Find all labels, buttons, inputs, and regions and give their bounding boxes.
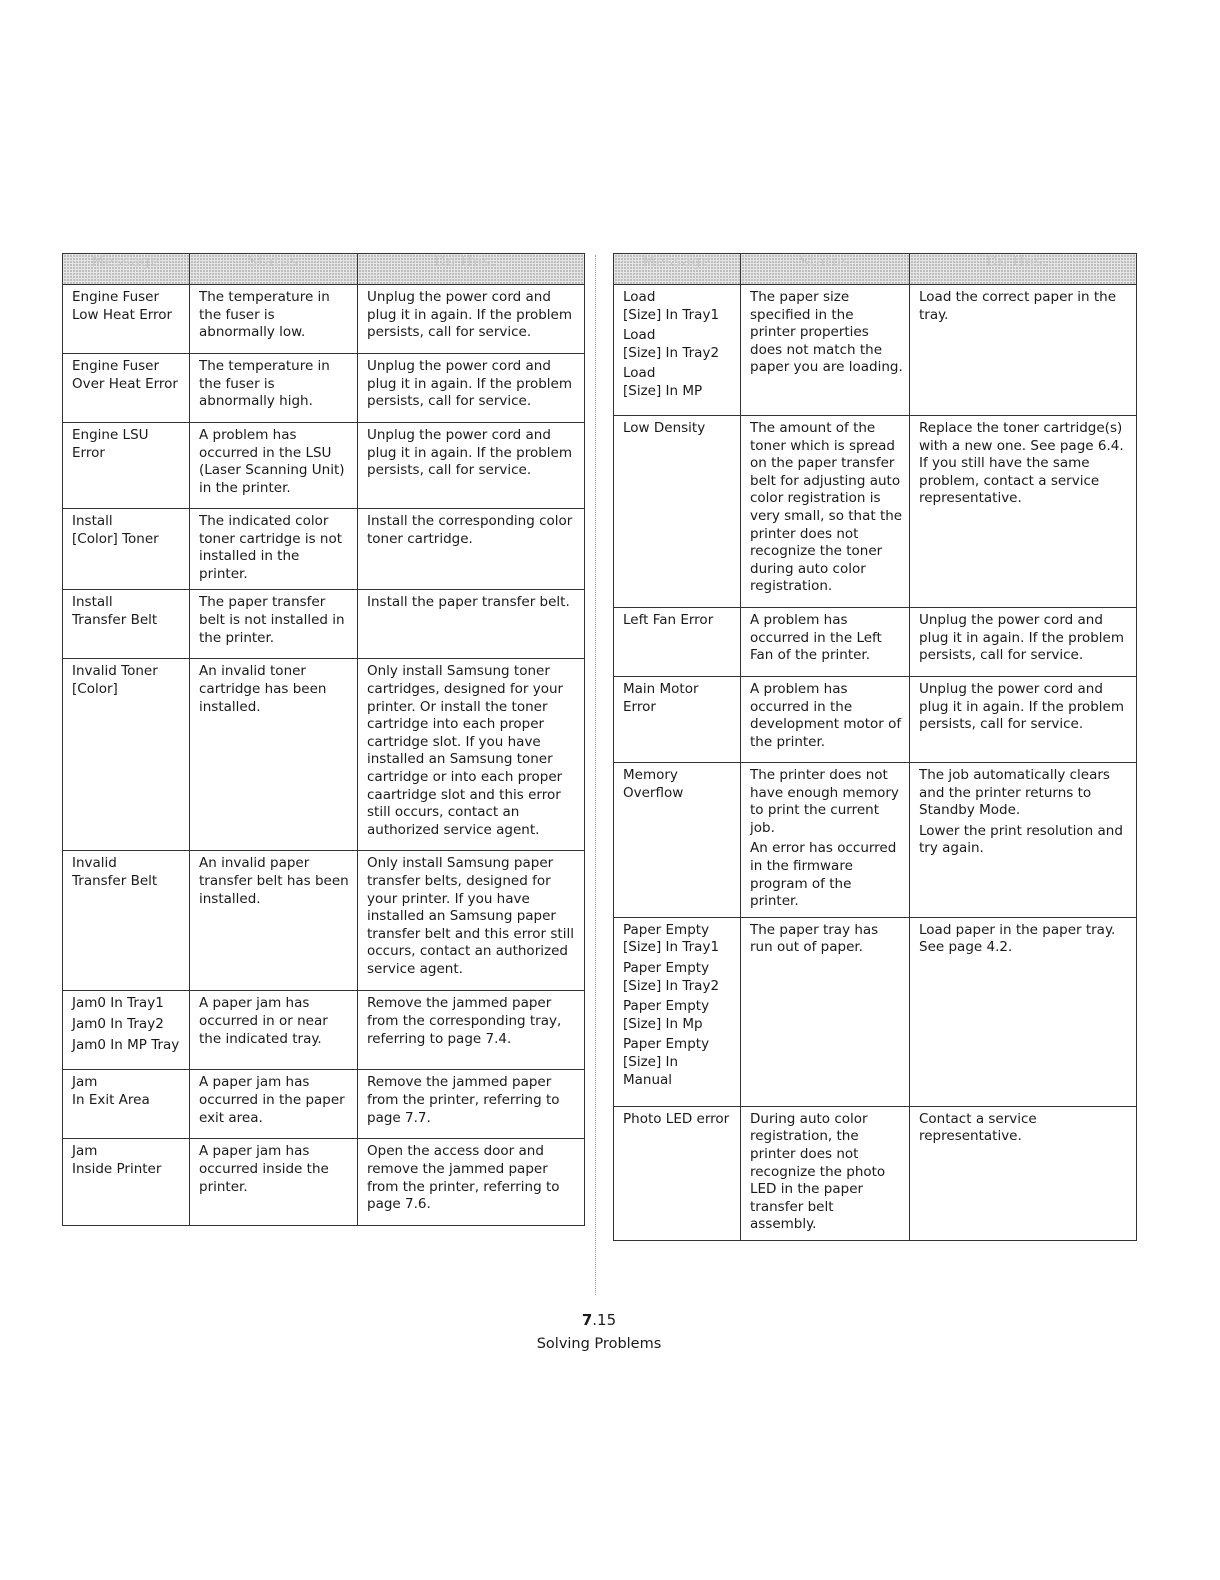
header-action: Do this... <box>910 254 1137 285</box>
message-cell: Install [Color] Toner <box>63 509 190 590</box>
action-cell: Load paper in the paper tray. See page 4.2. <box>910 917 1137 1106</box>
message-cell: Low Density <box>614 416 741 608</box>
table-row <box>63 423 585 509</box>
table-row <box>63 1139 585 1226</box>
action-cell: Remove the jammed paper from the corresponding tray, referring to page 7.4. <box>358 991 585 1070</box>
message-line: Load [Size] In MP <box>623 365 703 399</box>
status-cell: The indicated color toner cartridge is not installed in the printer. <box>190 509 358 590</box>
action-cell: Only install Samsung paper transfer belts, designed for your printer. If you have installed an Samsung paper transfer belt and this error still occurs, contact an authorized service agent. <box>358 851 585 991</box>
message-line: Jam0 In Tray1 <box>72 995 164 1012</box>
table-row <box>614 608 1137 677</box>
table-row <box>614 416 1137 608</box>
status-cell: The temperature in the fuser is abnormally high. <box>190 354 358 423</box>
status-paragraph: An error has occurred in the firmware program of the printer. <box>750 840 897 910</box>
message-cell: Engine Fuser Over Heat Error <box>63 354 190 423</box>
table-row <box>63 851 585 991</box>
action-cell: Install the paper transfer belt. <box>358 590 585 659</box>
message-line: Jam0 In Tray2 <box>72 1015 164 1032</box>
action-cell: Unplug the power cord and plug it in again. If the problem persists, call for service. <box>358 285 585 354</box>
status-cell: The amount of the toner which is spread on the paper transfer belt for adjusting auto color registration is very small, so that the printer does not recognize the toner during auto color registration. <box>741 416 910 608</box>
header-status: Status <box>190 254 358 285</box>
action-cell: Open the access door and remove the jammed paper from the printer, referring to page 7.6. <box>358 1139 585 1226</box>
error-table-right <box>613 253 1137 1241</box>
action-cell: Load the correct paper in the tray. <box>910 285 1137 416</box>
section-title: Solving Problems <box>536 1336 662 1352</box>
action-cell <box>910 763 1137 918</box>
message-line: Load [Size] In Tray2 <box>623 327 720 361</box>
status-cell: A paper jam has occurred in or near the indicated tray. <box>190 991 358 1070</box>
message-cell: Memory Overflow <box>614 763 741 918</box>
table-row <box>63 509 585 590</box>
message-cell: Engine Fuser Low Heat Error <box>63 285 190 354</box>
action-cell: Unplug the power cord and plug it in again. If the problem persists, call for service. <box>910 677 1137 763</box>
error-table-left <box>62 253 585 1226</box>
table-row <box>614 917 1137 1106</box>
column-divider <box>595 255 596 1295</box>
action-paragraph: Lower the print resolution and try again. <box>919 822 1123 857</box>
status-cell: A paper jam has occurred inside the printer. <box>190 1139 358 1226</box>
status-cell: An invalid paper transfer belt has been installed. <box>190 851 358 991</box>
action-cell: Contact a service representative. <box>910 1106 1137 1240</box>
message-line: Jam0 In MP Tray <box>72 1036 180 1053</box>
status-cell: A problem has occurred in the development motor of the printer. <box>741 677 910 763</box>
message-cell: Left Fan Error <box>614 608 741 677</box>
table-row <box>614 1106 1137 1240</box>
message-cell: Install Transfer Belt <box>63 590 190 659</box>
action-cell: Only install Samsung toner cartridges, designed for your printer. Or install the toner cartridge into each proper cartridge slot. If you have installed an Samsung toner cartridge or into each proper caartridge slot and this error still occurs, contact an authorized service agent. <box>358 659 585 851</box>
table-row <box>63 991 585 1070</box>
table-row <box>63 590 585 659</box>
status-cell: The paper size specified in the printer properties does not match the paper you are loading. <box>741 285 910 416</box>
action-cell: Unplug the power cord and plug it in again. If the problem persists, call for service. <box>358 423 585 509</box>
table-row <box>63 659 585 851</box>
table-header-row <box>614 254 1137 285</box>
header-message: Message <box>614 254 741 285</box>
status-cell: An invalid toner cartridge has been installed. <box>190 659 358 851</box>
message-cell: Invalid Toner [Color] <box>63 659 190 851</box>
message-line: Load [Size] In Tray1 <box>623 289 720 323</box>
action-cell: Unplug the power cord and plug it in again. If the problem persists, call for service. <box>358 354 585 423</box>
action-cell: Replace the toner cartridge(s) with a new one. See page 6.4. If you still have the same problem, contact a service representative. <box>910 416 1137 608</box>
page-number <box>0 1311 1198 1329</box>
message-cell: Jam In Exit Area <box>63 1070 190 1139</box>
table-header-row <box>63 254 585 285</box>
action-paragraph: The job automatically clears and the printer returns to Standby Mode. <box>919 767 1110 819</box>
message-cell: Photo LED error <box>614 1106 741 1240</box>
message-line: Paper Empty [Size] In Tray1 <box>623 921 720 956</box>
message-cell <box>614 285 741 416</box>
status-paragraph: The printer does not have enough memory to print the current job. <box>750 767 899 836</box>
status-cell <box>741 763 910 918</box>
message-cell <box>614 917 741 1106</box>
message-line: Paper Empty [Size] In Manual <box>623 1036 710 1088</box>
status-cell: The temperature in the fuser is abnormally low. <box>190 285 358 354</box>
table-row <box>614 285 1137 416</box>
status-cell: During auto color registration, the printer does not recognize the photo LED in the paper transfer belt assembly. <box>741 1106 910 1240</box>
status-cell: A problem has occurred in the Left Fan of the printer. <box>741 608 910 677</box>
message-cell: Invalid Transfer Belt <box>63 851 190 991</box>
message-line: Paper Empty [Size] In Mp <box>623 998 710 1032</box>
header-message: Message <box>63 254 190 285</box>
action-cell: Unplug the power cord and plug it in again. If the problem persists, call for service. <box>910 608 1137 677</box>
status-cell: The paper tray has run out of paper. <box>741 917 910 1106</box>
message-cell: Main Motor Error <box>614 677 741 763</box>
header-action: Do this... <box>358 254 585 285</box>
status-cell: A problem has occurred in the LSU (Laser Scanning Unit) in the printer. <box>190 423 358 509</box>
status-cell: A paper jam has occurred in the paper exit area. <box>190 1070 358 1139</box>
action-cell: Remove the jammed paper from the printer, referring to page 7.7. <box>358 1070 585 1139</box>
table-row <box>614 677 1137 763</box>
chapter-number: 7 <box>581 1311 593 1329</box>
message-cell <box>63 991 190 1070</box>
table-row <box>63 354 585 423</box>
page-suffix: .15 <box>592 1311 617 1329</box>
table-row <box>614 763 1137 918</box>
table-row <box>63 285 585 354</box>
message-cell: Engine LSU Error <box>63 423 190 509</box>
header-status: Status <box>741 254 910 285</box>
message-line: Paper Empty [Size] In Tray2 <box>623 959 720 994</box>
action-cell: Install the corresponding color toner cartridge. <box>358 509 585 590</box>
table-row <box>63 1070 585 1139</box>
status-cell: The paper transfer belt is not installed in the printer. <box>190 590 358 659</box>
message-cell: Jam Inside Printer <box>63 1139 190 1226</box>
